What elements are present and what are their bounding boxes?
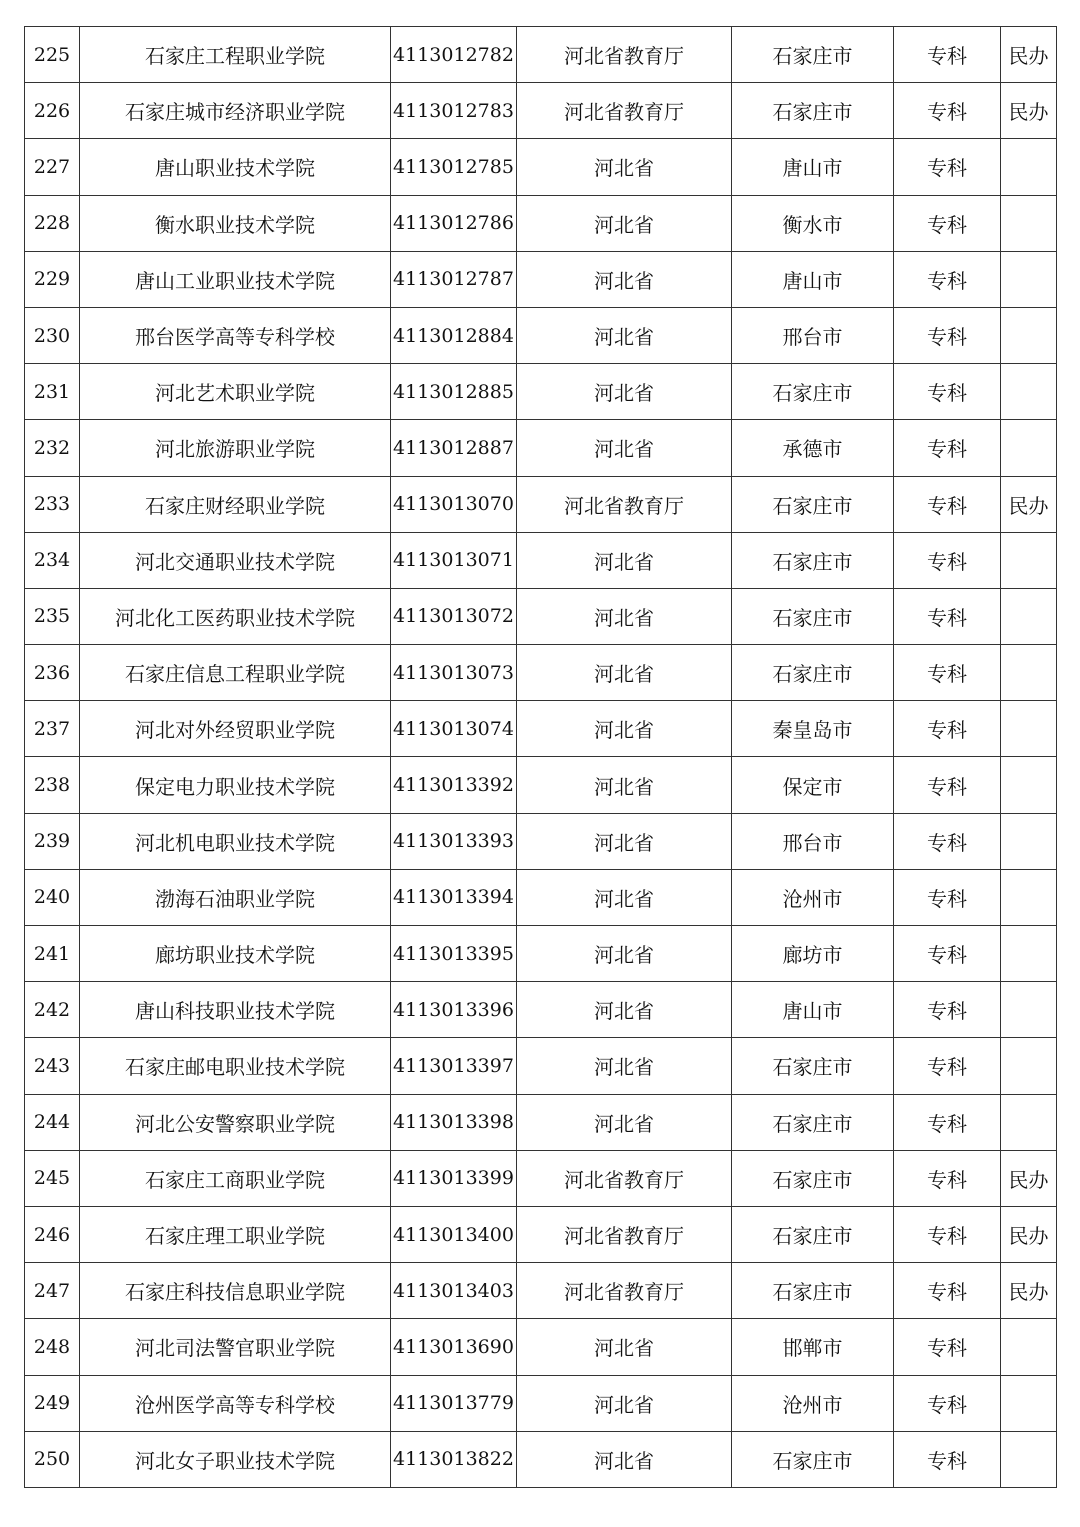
education-level-cell: 专科: [894, 364, 1001, 420]
education-level-cell: 专科: [894, 1431, 1001, 1487]
institution-code-cell: 4113013073: [391, 645, 517, 701]
ownership-note-cell: [1001, 307, 1057, 363]
education-level-cell: 专科: [894, 476, 1001, 532]
table-body: [25, 27, 1057, 1488]
row-number-cell: 225: [25, 27, 80, 83]
governing-authority-cell: 河北省教育厅: [517, 27, 732, 83]
row-number-cell: 249: [25, 1375, 80, 1431]
location-city-cell: 石家庄市: [732, 532, 894, 588]
education-level-cell: 专科: [894, 869, 1001, 925]
ownership-note-cell: [1001, 1038, 1057, 1094]
institution-code-cell: 4113013394: [391, 869, 517, 925]
ownership-note-cell: [1001, 251, 1057, 307]
row-number-cell: 239: [25, 813, 80, 869]
row-number-cell: 246: [25, 1206, 80, 1262]
education-level-cell: 专科: [894, 195, 1001, 251]
institution-table: [24, 26, 1057, 1488]
table-row: [25, 83, 1057, 139]
governing-authority-cell: 河北省: [517, 420, 732, 476]
row-number-cell: 238: [25, 757, 80, 813]
institution-code-cell: 4113013071: [391, 532, 517, 588]
governing-authority-cell: 河北省: [517, 982, 732, 1038]
ownership-note-cell: [1001, 1375, 1057, 1431]
location-city-cell: 石家庄市: [732, 1150, 894, 1206]
institution-name-cell: 保定电力职业技术学院: [80, 757, 391, 813]
location-city-cell: 廊坊市: [732, 926, 894, 982]
governing-authority-cell: 河北省教育厅: [517, 1263, 732, 1319]
ownership-note-cell: [1001, 532, 1057, 588]
institution-name-cell: 河北女子职业技术学院: [80, 1431, 391, 1487]
governing-authority-cell: 河北省: [517, 1094, 732, 1150]
institution-name-cell: 河北旅游职业学院: [80, 420, 391, 476]
table-row: [25, 532, 1057, 588]
institution-code-cell: 4113012887: [391, 420, 517, 476]
education-level-cell: 专科: [894, 27, 1001, 83]
location-city-cell: 石家庄市: [732, 1094, 894, 1150]
governing-authority-cell: 河北省: [517, 307, 732, 363]
row-number-cell: 247: [25, 1263, 80, 1319]
table-row: [25, 926, 1057, 982]
education-level-cell: 专科: [894, 1319, 1001, 1375]
ownership-note-cell: [1001, 364, 1057, 420]
institution-name-cell: 石家庄工程职业学院: [80, 27, 391, 83]
education-level-cell: 专科: [894, 757, 1001, 813]
table-row: [25, 1038, 1057, 1094]
table-row: [25, 420, 1057, 476]
institution-code-cell: 4113013690: [391, 1319, 517, 1375]
institution-name-cell: 河北公安警察职业学院: [80, 1094, 391, 1150]
education-level-cell: 专科: [894, 532, 1001, 588]
institution-name-cell: 邢台医学高等专科学校: [80, 307, 391, 363]
location-city-cell: 石家庄市: [732, 476, 894, 532]
ownership-note-cell: [1001, 1431, 1057, 1487]
row-number-cell: 248: [25, 1319, 80, 1375]
location-city-cell: 沧州市: [732, 869, 894, 925]
education-level-cell: 专科: [894, 1206, 1001, 1262]
institution-code-cell: 4113013070: [391, 476, 517, 532]
table-row: [25, 195, 1057, 251]
governing-authority-cell: 河北省: [517, 1375, 732, 1431]
governing-authority-cell: 河北省: [517, 195, 732, 251]
ownership-note-cell: 民办: [1001, 83, 1057, 139]
institution-code-cell: 4113012782: [391, 27, 517, 83]
ownership-note-cell: 民办: [1001, 27, 1057, 83]
ownership-note-cell: [1001, 420, 1057, 476]
institution-name-cell: 河北交通职业技术学院: [80, 532, 391, 588]
institution-code-cell: 4113012783: [391, 83, 517, 139]
institution-code-cell: 4113013398: [391, 1094, 517, 1150]
row-number-cell: 227: [25, 139, 80, 195]
table-row: [25, 757, 1057, 813]
institution-name-cell: 石家庄邮电职业技术学院: [80, 1038, 391, 1094]
row-number-cell: 240: [25, 869, 80, 925]
table-row: [25, 645, 1057, 701]
location-city-cell: 唐山市: [732, 251, 894, 307]
row-number-cell: 228: [25, 195, 80, 251]
governing-authority-cell: 河北省: [517, 1038, 732, 1094]
governing-authority-cell: 河北省: [517, 645, 732, 701]
education-level-cell: 专科: [894, 420, 1001, 476]
row-number-cell: 234: [25, 532, 80, 588]
institution-code-cell: 4113012885: [391, 364, 517, 420]
education-level-cell: 专科: [894, 139, 1001, 195]
ownership-note-cell: [1001, 982, 1057, 1038]
education-level-cell: 专科: [894, 251, 1001, 307]
governing-authority-cell: 河北省教育厅: [517, 1150, 732, 1206]
governing-authority-cell: 河北省: [517, 251, 732, 307]
table-row: [25, 1150, 1057, 1206]
governing-authority-cell: 河北省教育厅: [517, 476, 732, 532]
ownership-note-cell: [1001, 701, 1057, 757]
row-number-cell: 233: [25, 476, 80, 532]
institution-name-cell: 沧州医学高等专科学校: [80, 1375, 391, 1431]
institution-name-cell: 石家庄财经职业学院: [80, 476, 391, 532]
ownership-note-cell: [1001, 869, 1057, 925]
table-row: [25, 307, 1057, 363]
row-number-cell: 231: [25, 364, 80, 420]
table-row: [25, 1206, 1057, 1262]
institution-name-cell: 衡水职业技术学院: [80, 195, 391, 251]
location-city-cell: 石家庄市: [732, 83, 894, 139]
ownership-note-cell: 民办: [1001, 1150, 1057, 1206]
governing-authority-cell: 河北省: [517, 1319, 732, 1375]
location-city-cell: 石家庄市: [732, 588, 894, 644]
education-level-cell: 专科: [894, 307, 1001, 363]
education-level-cell: 专科: [894, 813, 1001, 869]
row-number-cell: 242: [25, 982, 80, 1038]
table-row: [25, 251, 1057, 307]
institution-code-cell: 4113012786: [391, 195, 517, 251]
institution-code-cell: 4113012787: [391, 251, 517, 307]
ownership-note-cell: [1001, 1094, 1057, 1150]
institution-name-cell: 石家庄工商职业学院: [80, 1150, 391, 1206]
education-level-cell: 专科: [894, 701, 1001, 757]
location-city-cell: 唐山市: [732, 139, 894, 195]
institution-name-cell: 唐山职业技术学院: [80, 139, 391, 195]
table-row: [25, 588, 1057, 644]
row-number-cell: 230: [25, 307, 80, 363]
institution-code-cell: 4113013399: [391, 1150, 517, 1206]
ownership-note-cell: [1001, 926, 1057, 982]
governing-authority-cell: 河北省: [517, 757, 732, 813]
governing-authority-cell: 河北省: [517, 701, 732, 757]
institution-code-cell: 4113013779: [391, 1375, 517, 1431]
ownership-note-cell: 民办: [1001, 1206, 1057, 1262]
education-level-cell: 专科: [894, 588, 1001, 644]
institution-name-cell: 河北司法警官职业学院: [80, 1319, 391, 1375]
row-number-cell: 241: [25, 926, 80, 982]
governing-authority-cell: 河北省: [517, 139, 732, 195]
table-row: [25, 1375, 1057, 1431]
institution-code-cell: 4113013395: [391, 926, 517, 982]
table-row: [25, 139, 1057, 195]
institution-name-cell: 石家庄信息工程职业学院: [80, 645, 391, 701]
location-city-cell: 石家庄市: [732, 1263, 894, 1319]
institution-code-cell: 4113013392: [391, 757, 517, 813]
governing-authority-cell: 河北省: [517, 1431, 732, 1487]
governing-authority-cell: 河北省: [517, 532, 732, 588]
row-number-cell: 226: [25, 83, 80, 139]
governing-authority-cell: 河北省: [517, 926, 732, 982]
institution-code-cell: 4113013403: [391, 1263, 517, 1319]
institution-name-cell: 唐山科技职业技术学院: [80, 982, 391, 1038]
institution-name-cell: 河北对外经贸职业学院: [80, 701, 391, 757]
institution-name-cell: 廊坊职业技术学院: [80, 926, 391, 982]
table-row: [25, 982, 1057, 1038]
governing-authority-cell: 河北省教育厅: [517, 83, 732, 139]
location-city-cell: 邯郸市: [732, 1319, 894, 1375]
row-number-cell: 244: [25, 1094, 80, 1150]
row-number-cell: 232: [25, 420, 80, 476]
institution-name-cell: 渤海石油职业学院: [80, 869, 391, 925]
ownership-note-cell: [1001, 588, 1057, 644]
table-row: [25, 27, 1057, 83]
institution-name-cell: 河北机电职业技术学院: [80, 813, 391, 869]
location-city-cell: 保定市: [732, 757, 894, 813]
location-city-cell: 石家庄市: [732, 1038, 894, 1094]
institution-code-cell: 4113013072: [391, 588, 517, 644]
institution-code-cell: 4113013397: [391, 1038, 517, 1094]
institution-name-cell: 唐山工业职业技术学院: [80, 251, 391, 307]
ownership-note-cell: 民办: [1001, 476, 1057, 532]
location-city-cell: 石家庄市: [732, 364, 894, 420]
institution-code-cell: 4113012884: [391, 307, 517, 363]
institution-name-cell: 石家庄城市经济职业学院: [80, 83, 391, 139]
ownership-note-cell: [1001, 645, 1057, 701]
location-city-cell: 邢台市: [732, 307, 894, 363]
education-level-cell: 专科: [894, 1150, 1001, 1206]
institution-code-cell: 4113013074: [391, 701, 517, 757]
table-row: [25, 869, 1057, 925]
ownership-note-cell: [1001, 1319, 1057, 1375]
row-number-cell: 245: [25, 1150, 80, 1206]
table-row: [25, 1263, 1057, 1319]
location-city-cell: 沧州市: [732, 1375, 894, 1431]
table-row: [25, 1319, 1057, 1375]
row-number-cell: 237: [25, 701, 80, 757]
governing-authority-cell: 河北省: [517, 588, 732, 644]
row-number-cell: 250: [25, 1431, 80, 1487]
ownership-note-cell: [1001, 813, 1057, 869]
location-city-cell: 邢台市: [732, 813, 894, 869]
education-level-cell: 专科: [894, 1038, 1001, 1094]
governing-authority-cell: 河北省: [517, 813, 732, 869]
row-number-cell: 235: [25, 588, 80, 644]
education-level-cell: 专科: [894, 926, 1001, 982]
governing-authority-cell: 河北省教育厅: [517, 1206, 732, 1262]
location-city-cell: 石家庄市: [732, 27, 894, 83]
institution-name-cell: 石家庄科技信息职业学院: [80, 1263, 391, 1319]
location-city-cell: 衡水市: [732, 195, 894, 251]
education-level-cell: 专科: [894, 1263, 1001, 1319]
row-number-cell: 243: [25, 1038, 80, 1094]
table-row: [25, 476, 1057, 532]
education-level-cell: 专科: [894, 1094, 1001, 1150]
location-city-cell: 秦皇岛市: [732, 701, 894, 757]
ownership-note-cell: [1001, 757, 1057, 813]
institution-name-cell: 河北艺术职业学院: [80, 364, 391, 420]
location-city-cell: 石家庄市: [732, 1431, 894, 1487]
education-level-cell: 专科: [894, 83, 1001, 139]
education-level-cell: 专科: [894, 645, 1001, 701]
institution-code-cell: 4113013393: [391, 813, 517, 869]
location-city-cell: 石家庄市: [732, 1206, 894, 1262]
institution-name-cell: 河北化工医药职业技术学院: [80, 588, 391, 644]
location-city-cell: 石家庄市: [732, 645, 894, 701]
education-level-cell: 专科: [894, 1375, 1001, 1431]
ownership-note-cell: [1001, 195, 1057, 251]
table-row: [25, 364, 1057, 420]
table-row: [25, 1094, 1057, 1150]
education-level-cell: 专科: [894, 982, 1001, 1038]
institution-code-cell: 4113013400: [391, 1206, 517, 1262]
location-city-cell: 唐山市: [732, 982, 894, 1038]
table-row: [25, 813, 1057, 869]
institution-name-cell: 石家庄理工职业学院: [80, 1206, 391, 1262]
row-number-cell: 236: [25, 645, 80, 701]
table-row: [25, 701, 1057, 757]
governing-authority-cell: 河北省: [517, 869, 732, 925]
ownership-note-cell: [1001, 139, 1057, 195]
location-city-cell: 承德市: [732, 420, 894, 476]
institution-code-cell: 4113013396: [391, 982, 517, 1038]
institution-code-cell: 4113013822: [391, 1431, 517, 1487]
table-row: [25, 1431, 1057, 1487]
institution-code-cell: 4113012785: [391, 139, 517, 195]
ownership-note-cell: 民办: [1001, 1263, 1057, 1319]
governing-authority-cell: 河北省: [517, 364, 732, 420]
row-number-cell: 229: [25, 251, 80, 307]
